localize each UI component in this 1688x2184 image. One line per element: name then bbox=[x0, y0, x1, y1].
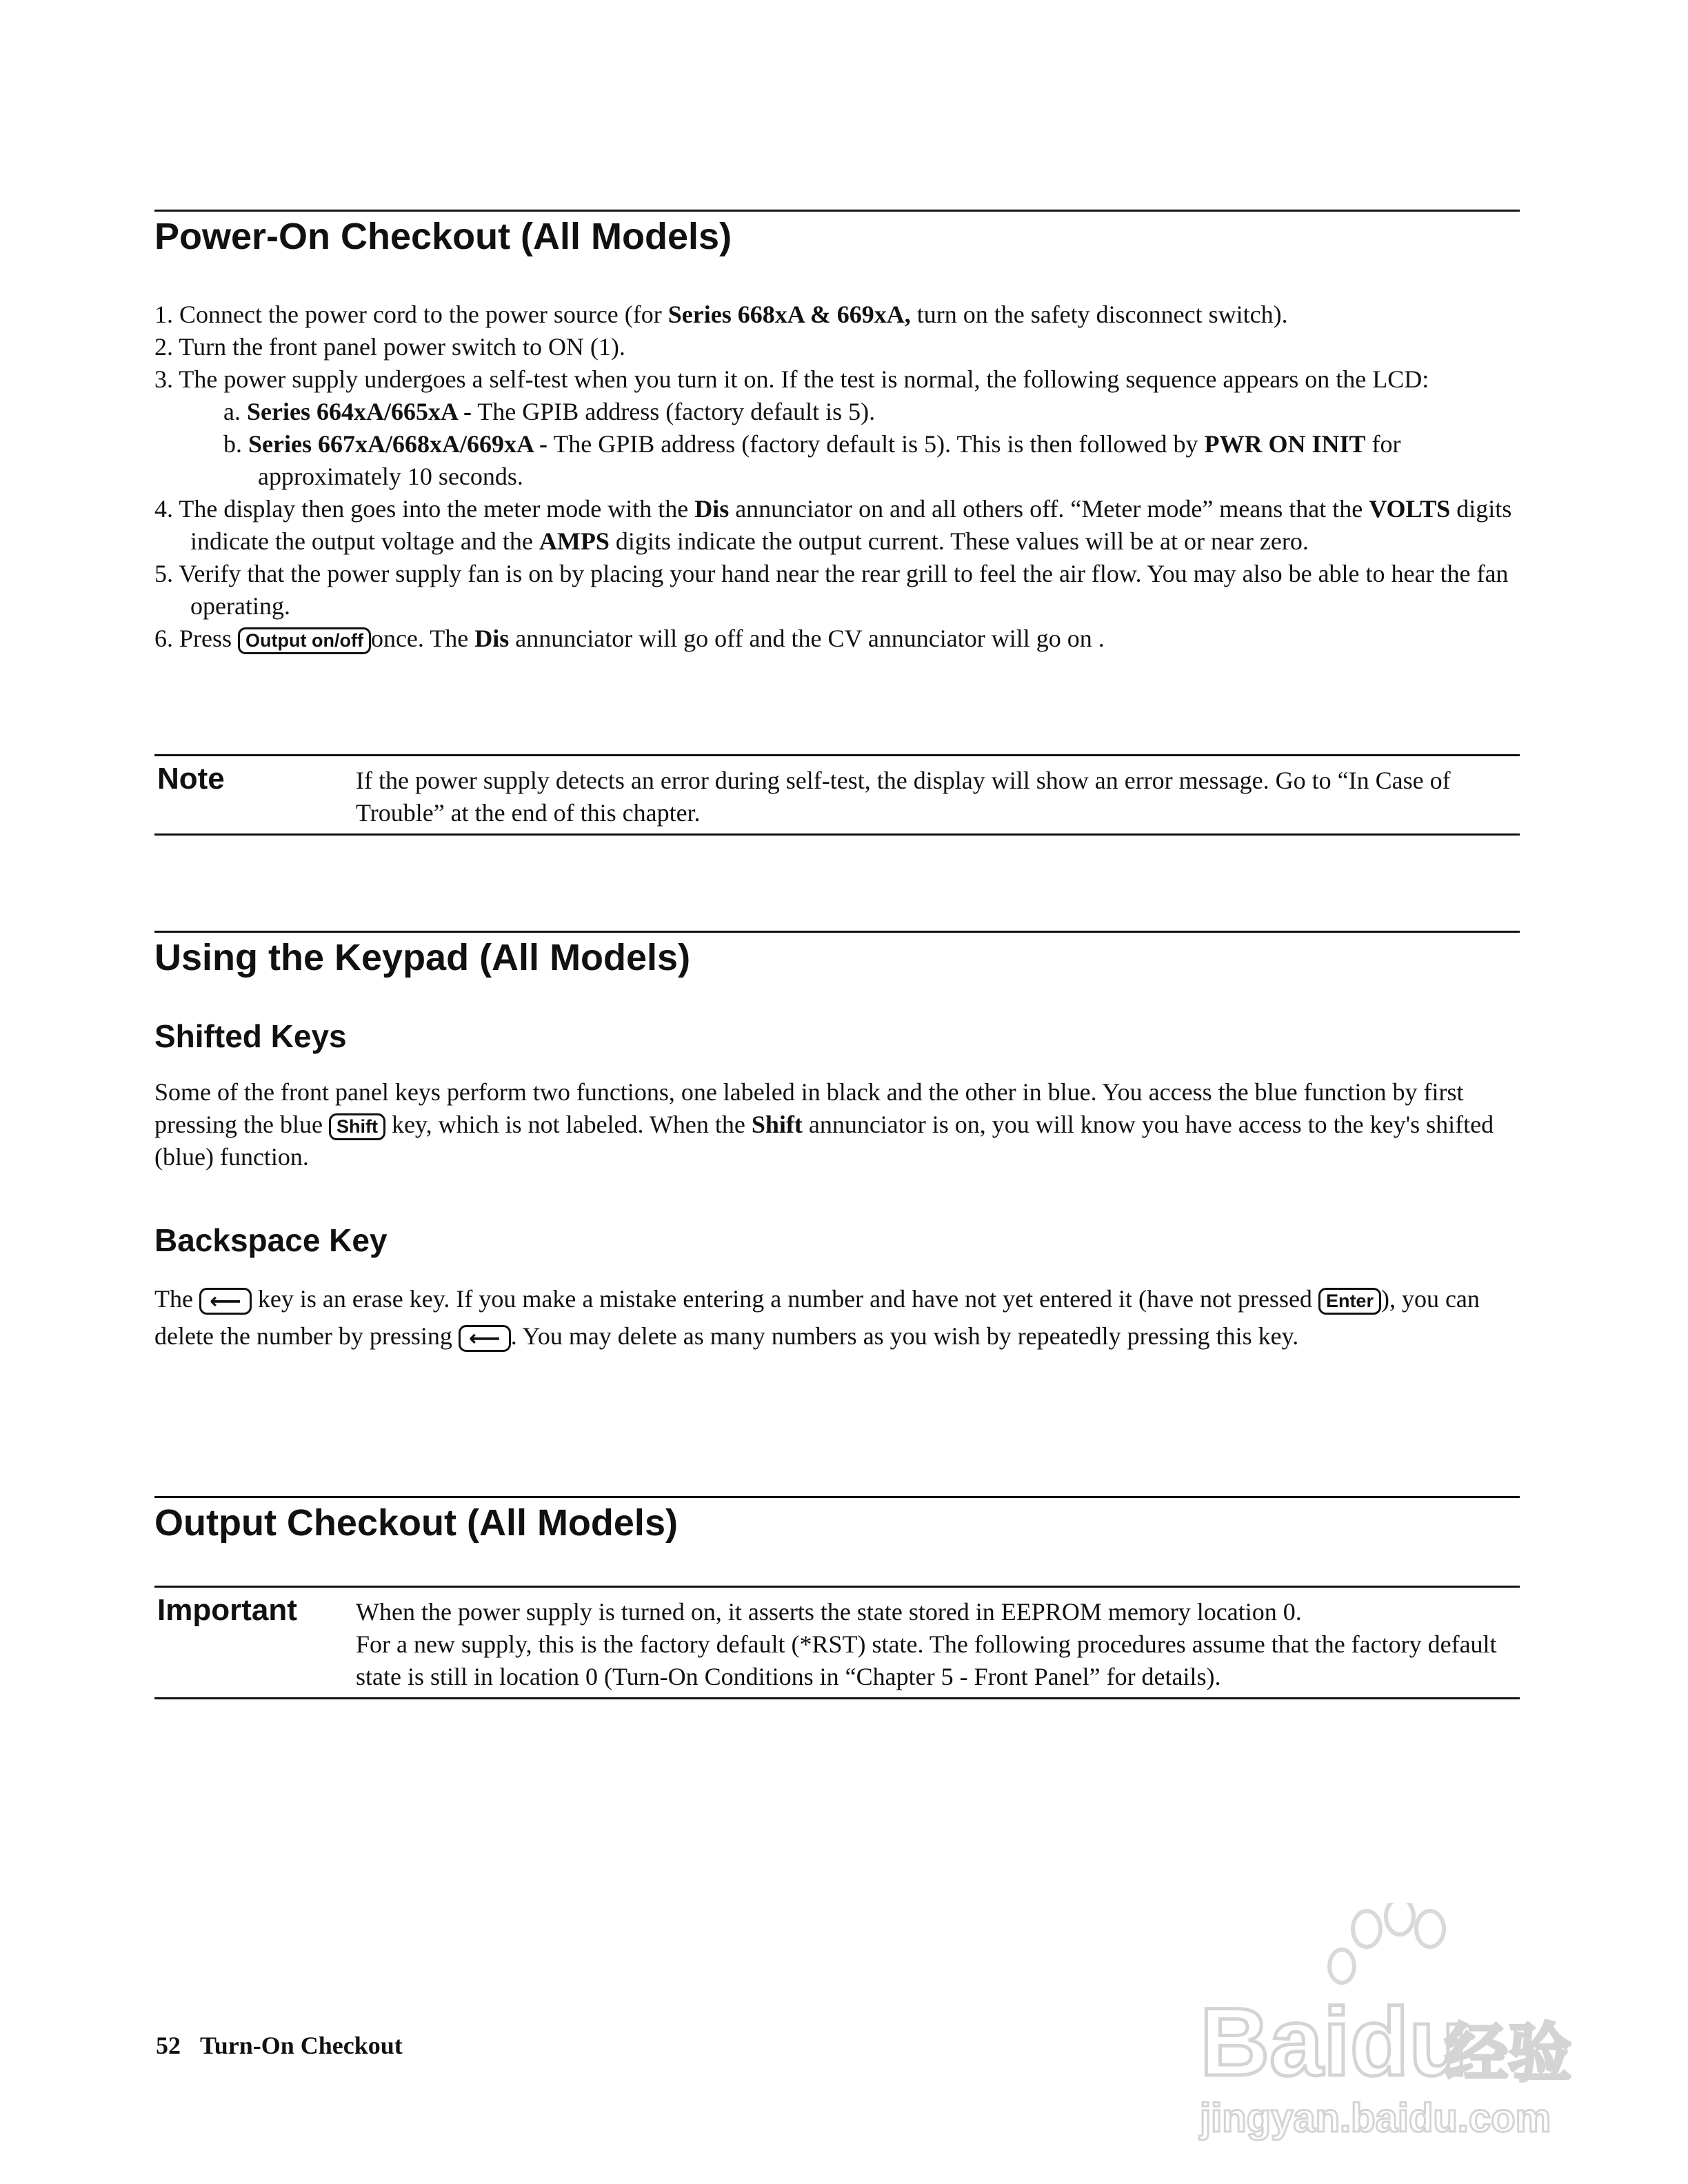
backspace-paragraph: The ⟵ key is an erase key. If you make a mistake entering a number and have not yet entered it (have not pressed Enter ), you can delete the number by pressing ⟵ . You may delete as many numbers as you wish by repeatedly pressing this key. bbox=[154, 1285, 1480, 1351]
page-footer bbox=[156, 2031, 403, 2060]
shifted-keys-paragraph: Some of the front panel keys perform two functions, one labeled in black and the other in blue. You access the blue function by first pressing the blue Shift key, which is not labeled. When the Shift annunciator is on, you will know you have access to the key's shifted (blue) function. bbox=[154, 1078, 1494, 1171]
footer-title: Turn-On Checkout bbox=[200, 2032, 403, 2059]
step-3: 3. The power supply undergoes a self-test when you turn it on. If the test is normal, the following sequence appears on the LCD: bbox=[154, 365, 1429, 393]
important-callout bbox=[154, 1586, 1520, 1699]
step-3a: a. Series 664xA/665xA - The GPIB address (factory default is 5). bbox=[223, 398, 876, 425]
important-line-2: For a new supply, this is the factory default (*RST) state. The following procedures assume that the factory default state is still in location 0 (Turn-On Conditions in “Chapter 5 - Front Panel” for details). bbox=[356, 1630, 1497, 1690]
important-label: Important bbox=[157, 1593, 297, 1627]
step-4: 4. The display then goes into the meter mode with the Dis annunciator on and all others off. “Meter mode” means that the VOLTS digits indicate the output voltage and the AMPS digits indicate the output current. These values will be at or near zero. bbox=[154, 495, 1512, 555]
heading-power-on-checkout: Power-On Checkout (All Models) bbox=[154, 216, 732, 257]
watermark-cn: 经验 bbox=[1445, 2016, 1572, 2090]
step-6: 6. Press Output on/off once. The Dis annunciator will go off and the CV annunciator will go on . bbox=[154, 623, 1520, 655]
note-callout bbox=[154, 754, 1520, 836]
subsection-backspace-key bbox=[154, 1222, 1520, 1355]
important-text bbox=[356, 1588, 1520, 1697]
baidu-watermark-logo bbox=[1186, 1903, 1586, 2144]
watermark-url: jingyan.baidu.com bbox=[1200, 2096, 1551, 2141]
backspace-key-icon: ⟵ bbox=[199, 1288, 252, 1315]
note-text: If the power supply detects an error during self-test, the display will show an error message. Go to “In Case of Trouble” at the end of this chapter. bbox=[356, 767, 1451, 827]
shift-key-icon: Shift bbox=[329, 1113, 385, 1140]
heading-using-the-keypad: Using the Keypad (All Models) bbox=[154, 937, 691, 978]
power-on-steps bbox=[154, 299, 1520, 655]
step-1: 1. Connect the power cord to the power source (for Series 668xA & 669xA, turn on the safety disconnect switch). bbox=[154, 301, 1288, 328]
enter-key-icon: Enter bbox=[1318, 1288, 1381, 1315]
section-keypad bbox=[154, 931, 1520, 980]
heading-output-checkout: Output Checkout (All Models) bbox=[154, 1502, 678, 1544]
section-output-checkout bbox=[154, 1496, 1520, 1546]
backspace-key-icon: ⟵ bbox=[459, 1325, 511, 1352]
section-power-on bbox=[154, 210, 1520, 259]
step-2: 2. Turn the front panel power switch to ON (1). bbox=[154, 333, 625, 361]
note-label: Note bbox=[157, 762, 225, 796]
step-3b: b. Series 667xA/668xA/669xA - The GPIB address (factory default is 5). This is then followed by PWR ON INIT for approximately 10 seconds. bbox=[223, 430, 1401, 490]
output-on-off-key-icon: Output on/off bbox=[238, 627, 371, 654]
heading-backspace-key: Backspace Key bbox=[154, 1222, 388, 1258]
page-number: 52 bbox=[156, 2032, 181, 2059]
subsection-shifted-keys bbox=[154, 1018, 1520, 1173]
watermark-brand: Baidu bbox=[1200, 1988, 1468, 2096]
heading-shifted-keys: Shifted Keys bbox=[154, 1018, 347, 1054]
important-line-1: When the power supply is turned on, it asserts the state stored in EEPROM memory location 0. bbox=[356, 1598, 1302, 1626]
step-5: 5. Verify that the power supply fan is on by placing your hand near the rear grill to feel the air flow. You may also be able to hear the fan operating. bbox=[154, 560, 1509, 620]
